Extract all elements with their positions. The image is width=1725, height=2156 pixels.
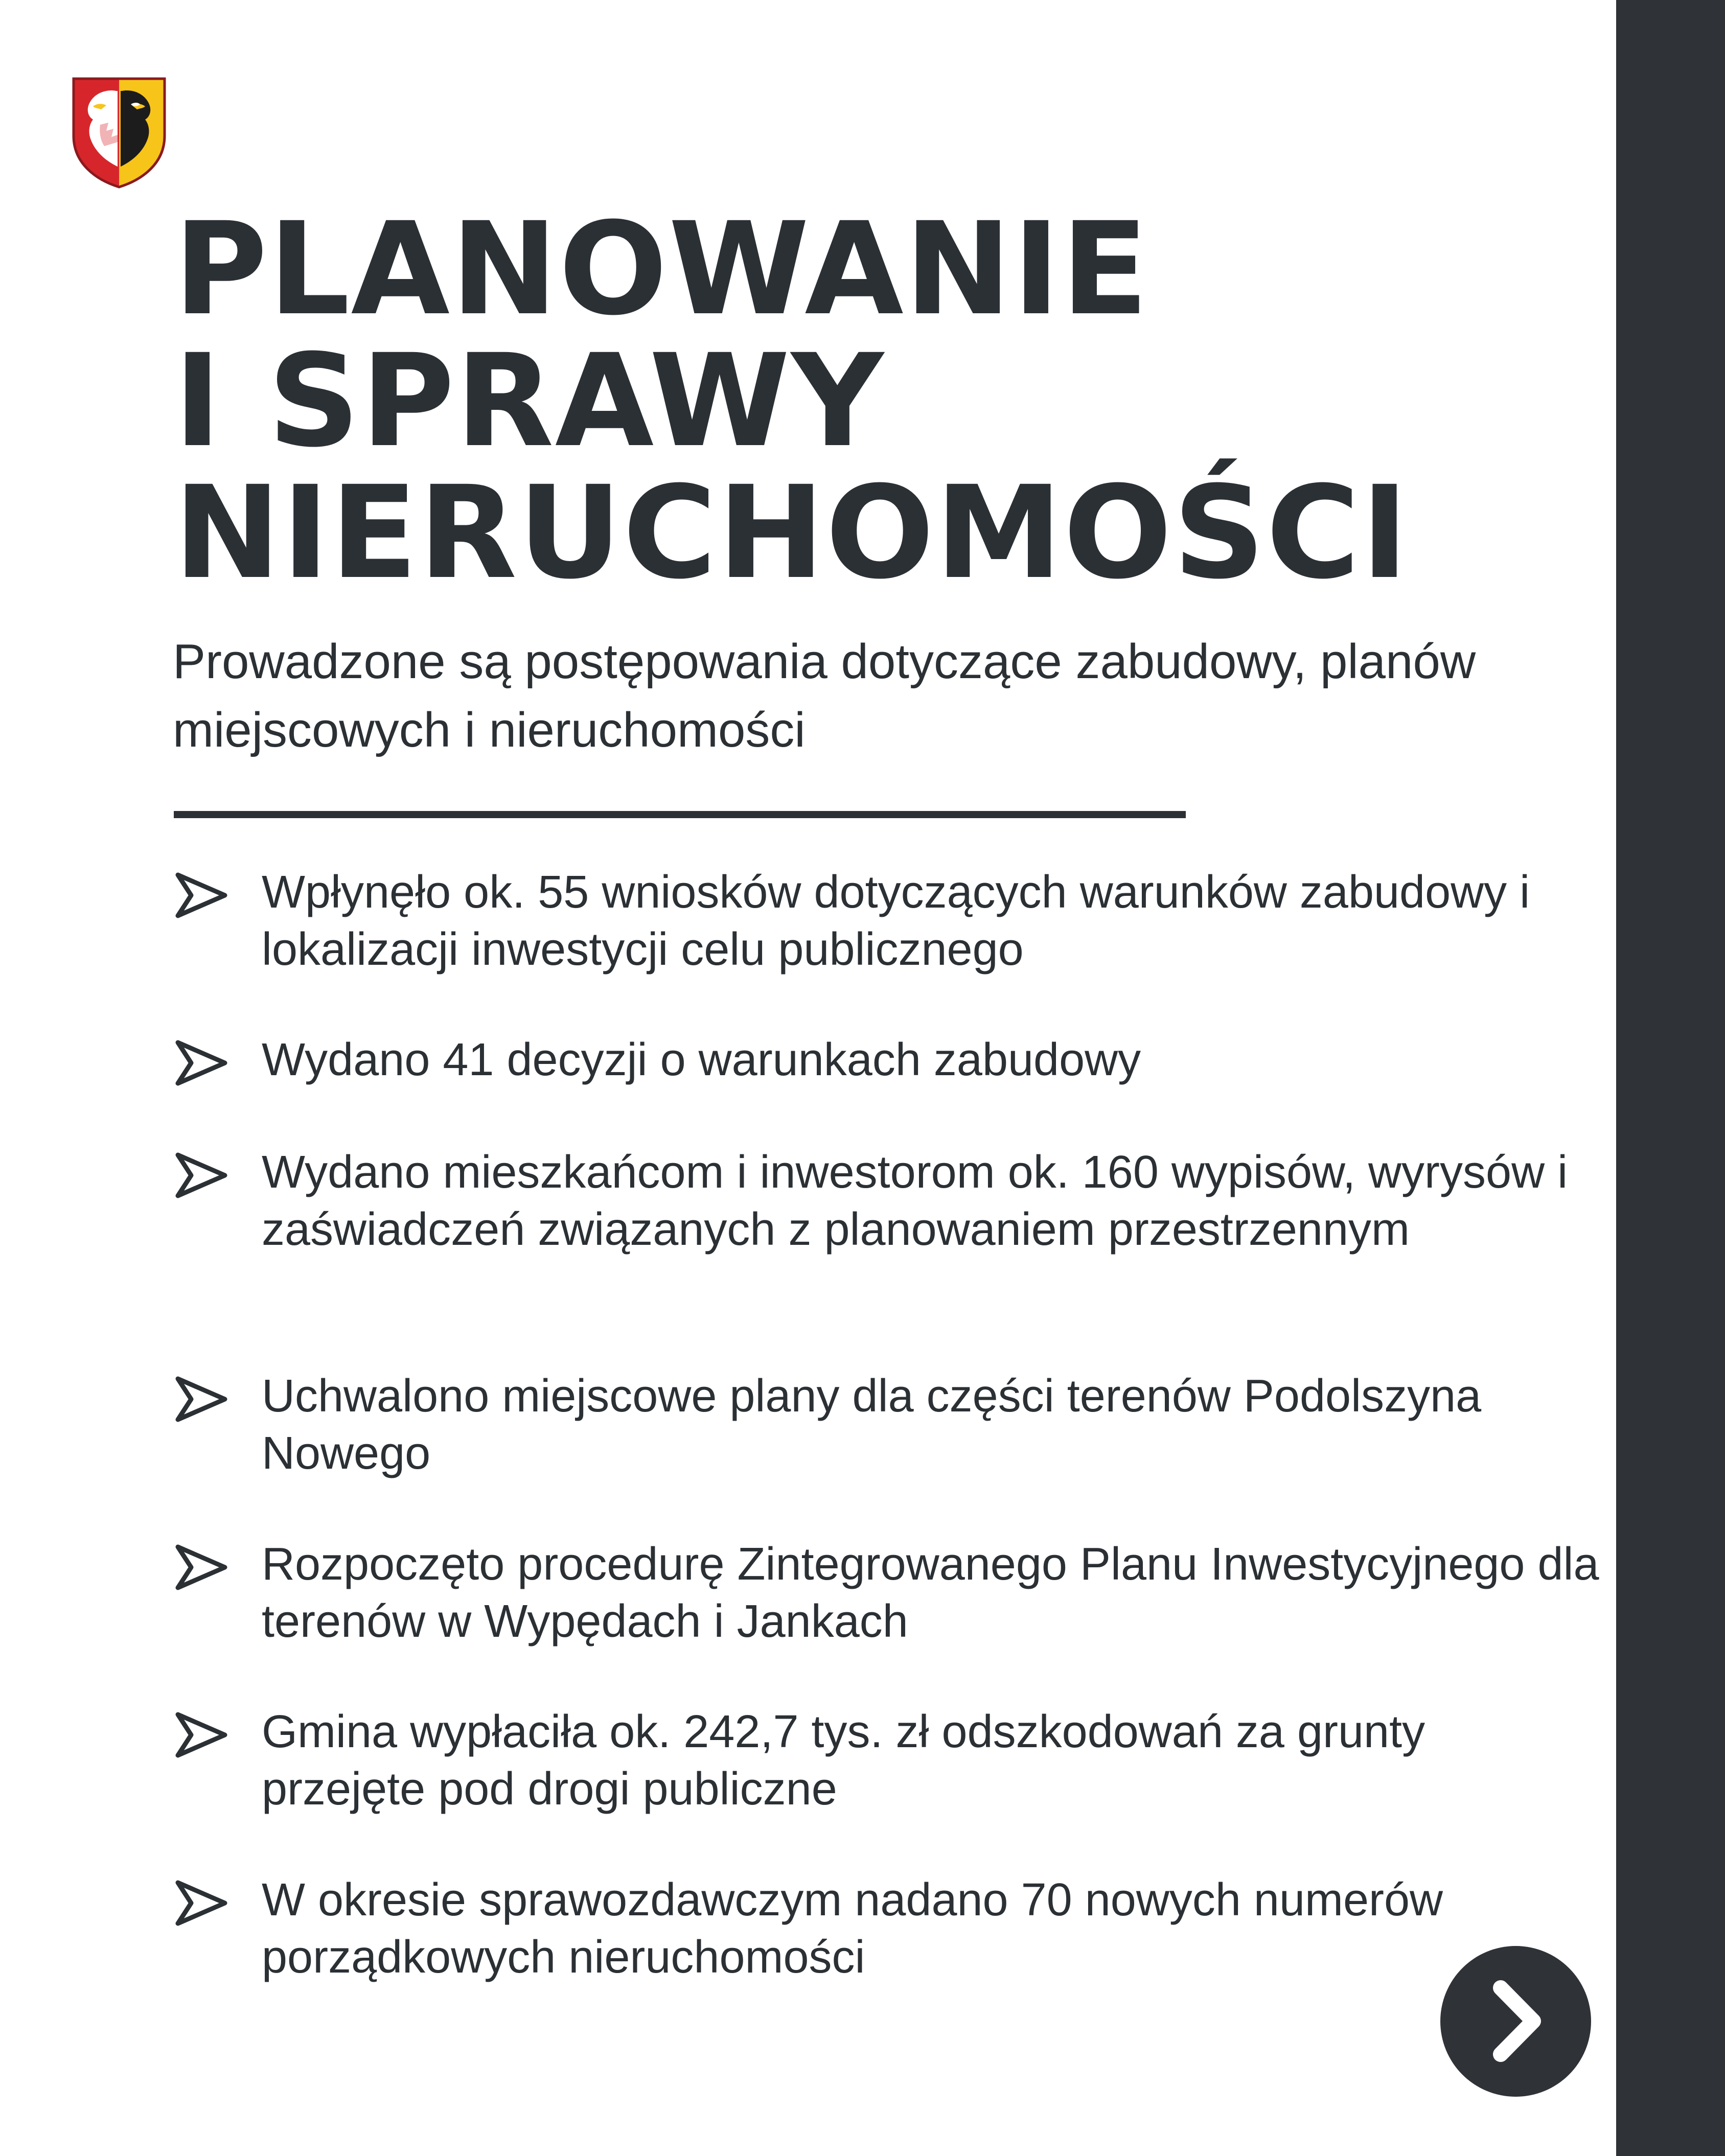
arrow-outline-icon bbox=[174, 1879, 229, 1928]
side-bar bbox=[1616, 0, 1725, 2156]
arrow-outline-icon bbox=[174, 871, 229, 920]
next-button[interactable] bbox=[1440, 1946, 1591, 2097]
list-item-text: Uchwalono miejscowe plany dla części terenów Podolszyna Nowego bbox=[262, 1371, 1482, 1479]
arrow-outline-icon bbox=[174, 1151, 229, 1200]
chevron-right-icon bbox=[1440, 1946, 1591, 2097]
arrow-outline-icon bbox=[174, 1543, 229, 1592]
title-line-3: NIERUCHOMOŚCI bbox=[174, 458, 1410, 607]
title-line-1: PLANOWANIE bbox=[174, 195, 1149, 343]
subtitle: Prowadzone są postępowania dotyczące zabudowy, planów miejscowych i nieruchomości bbox=[173, 634, 1476, 757]
list-item-text: Rozpoczęto procedurę Zintegrowanego Planu Inwestycyjnego dla terenów w Wypędach i Jankach bbox=[262, 1539, 1599, 1647]
list-item-text: Wpłynęło ok. 55 wniosków dotyczących warunków zabudowy i lokalizacji inwestycji celu publicznego bbox=[262, 867, 1530, 975]
list-item-text: W okresie sprawozdawczym nadano 70 nowych numerów porządkowych nieruchomości bbox=[262, 1874, 1443, 1983]
coat-of-arms-icon bbox=[71, 76, 168, 189]
page-title bbox=[174, 195, 1600, 607]
list-item-text: Gmina wypłaciła ok. 242,7 tys. zł odszkodowań za grunty przejęte pod drogi publiczne bbox=[262, 1706, 1425, 1815]
divider bbox=[174, 811, 1186, 818]
list-item-text: Wydano mieszkańcom i inwestorom ok. 160 wypisów, wyrysów i zaświadczeń związanych z planowaniem przestrzennym bbox=[262, 1147, 1568, 1255]
title-line-2: I SPRAWY bbox=[174, 327, 885, 475]
arrow-outline-icon bbox=[174, 1375, 229, 1424]
list-item-text: Wydano 41 decyzji o warunkach zabudowy bbox=[262, 1034, 1141, 1085]
arrow-outline-icon bbox=[174, 1038, 229, 1087]
arrow-outline-icon bbox=[174, 1710, 229, 1759]
